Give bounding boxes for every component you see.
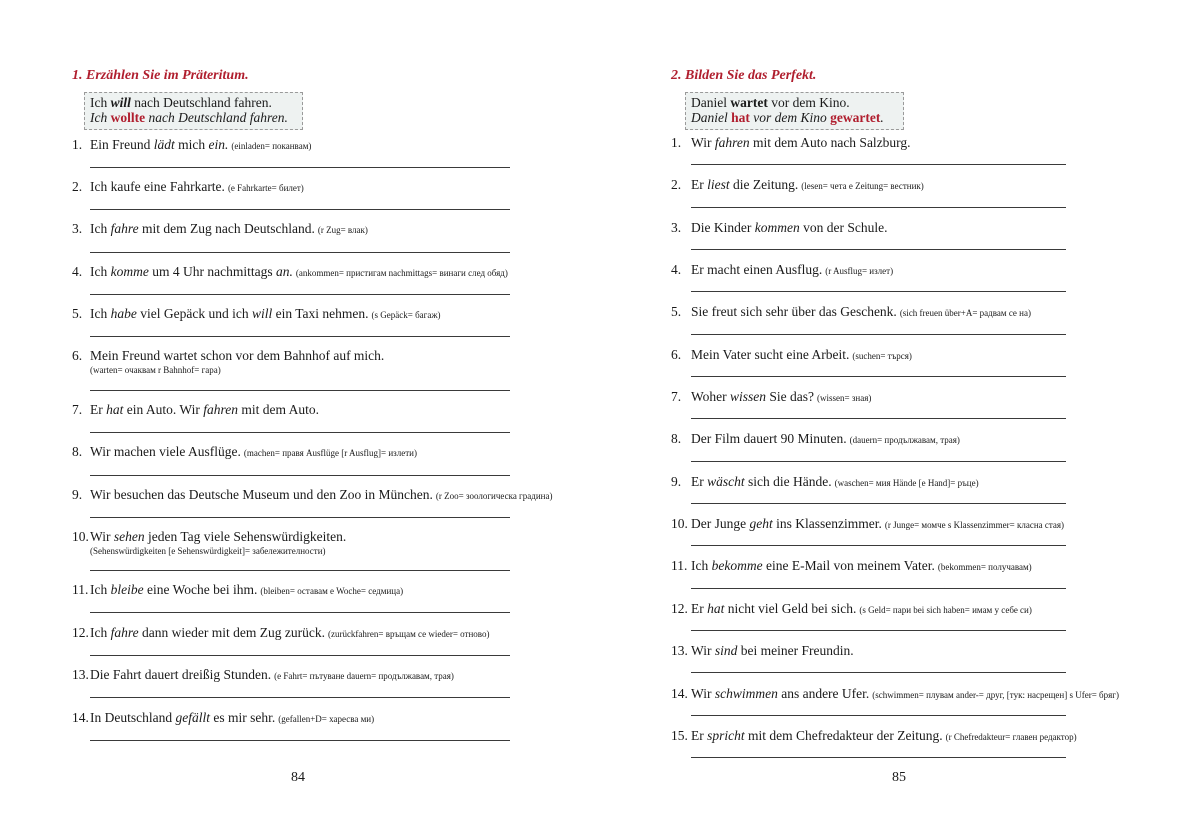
item-sentence: Ich fahre dann wieder mit dem Zug zurück. (zurückfahren= връщам се wieder= отново) [90, 625, 490, 640]
item-sentence: Er spricht mit dem Chefredakteur der Zeitung. (r Chefredakteur= главен редактор) [691, 728, 1077, 743]
item-number: 11. [72, 582, 89, 597]
item-gloss: (Sehenswürdigkeiten [e Sehenswürdigkeit]= забележителности) [90, 546, 326, 556]
item-sentence: Ich komme um 4 Uhr nachmittags an. (ankommen= пристигам nachmittags= винаги след обяд) [90, 264, 508, 279]
answer-line[interactable] [90, 390, 510, 391]
item-gloss: (r Ausflug= излет) [825, 266, 894, 276]
item-number: 5. [671, 304, 682, 319]
item-sentence: Wir sind bei meiner Freundin. [691, 643, 854, 658]
item-number: 9. [671, 474, 682, 489]
item-gloss: (e Fahrt= пътуване dauern= продължавам, трая) [274, 671, 454, 681]
item-sentence: Ich habe viel Gepäck und ich will ein Taxi nehmen. (s Gepäck= багаж) [90, 306, 441, 321]
item-number: 4. [671, 262, 682, 277]
answer-line[interactable] [90, 209, 510, 210]
item-number: 11. [671, 558, 688, 573]
item-gloss: (suchen= търся) [852, 351, 912, 361]
item-sentence: Er liest die Zeitung. (lesen= чета e Zeitung= вестник) [691, 177, 924, 192]
item-number: 6. [72, 348, 83, 363]
exercise-2-heading: 2. Bilden Sie das Perfekt. [671, 68, 817, 83]
item-number: 10. [671, 516, 688, 531]
item-number: 15. [671, 728, 688, 743]
answer-line[interactable] [90, 294, 510, 295]
answer-line[interactable] [691, 757, 1066, 758]
item-number: 3. [671, 220, 682, 235]
answer-line[interactable] [691, 630, 1066, 631]
answer-line[interactable] [691, 249, 1066, 250]
item-sentence: Ich bekomme eine E-Mail von meinem Vater. (bekommen= получавам) [691, 558, 1032, 573]
example-line-1: Daniel wartet vor dem Kino. [691, 95, 850, 110]
item-number: 13. [72, 667, 89, 682]
item-sentence: Der Junge geht ins Klassenzimmer. (r Junge= момче s Klassenzimmer= класна стая) [691, 516, 1065, 531]
item-sentence: Ich kaufe eine Fahrkarte. (e Fahrkarte= билет) [90, 179, 304, 194]
item-gloss: (zurückfahren= връщам се wieder= отново) [327, 629, 490, 639]
item-number: 10. [72, 529, 89, 544]
answer-line[interactable] [691, 334, 1066, 335]
exercise-2-example-box [685, 92, 904, 130]
answer-line[interactable] [691, 376, 1066, 377]
item-number: 5. [72, 306, 83, 321]
item-gloss: (r Junge= момче s Klassenzimmer= класна стая) [884, 520, 1065, 530]
item-sentence: Er hat nicht viel Geld bei sich. (s Geld= пари bei sich haben= имам у себе си) [691, 601, 1032, 616]
answer-line[interactable] [90, 655, 510, 656]
item-gloss: (r Zug= влак) [317, 225, 368, 235]
item-sentence: Wir machen viele Ausflüge. (machen= правя Ausflüge [r Ausflug]= излети) [90, 444, 417, 459]
example-line-1: Ich will nach Deutschland fahren. [90, 95, 272, 110]
item-number: 8. [671, 431, 682, 446]
item-gloss: (machen= правя Ausflüge [r Ausflug]= излети) [243, 448, 417, 458]
item-gloss: (schwimmen= плувам ander-= друг, [тук: насрещен] s Ufer= бряг) [872, 690, 1119, 700]
answer-line[interactable] [691, 503, 1066, 504]
item-number: 8. [72, 444, 83, 459]
item-number: 2. [671, 177, 682, 192]
answer-line[interactable] [691, 545, 1066, 546]
item-number: 7. [72, 402, 83, 417]
exercise-1-heading: 1. Erzählen Sie im Präteritum. [72, 68, 249, 83]
item-gloss: (warten= очаквам r Bahnhof= гара) [90, 365, 221, 375]
item-sentence: Wir besuchen das Deutsche Museum und den Zoo in München. (r Zoo= зоологическа градина) [90, 487, 553, 502]
item-gloss: (waschen= мия Hände [e Hand]= ръце) [834, 478, 979, 488]
item-sentence: Ich fahre mit dem Zug nach Deutschland. (r Zug= влак) [90, 221, 368, 236]
item-gloss: (bleiben= оставам e Woche= седмица) [260, 586, 404, 596]
item-gloss: (e Fahrkarte= билет) [227, 183, 304, 193]
item-sentence: Der Film dauert 90 Minuten. (dauern= продължавам, трая) [691, 431, 960, 446]
answer-line[interactable] [691, 461, 1066, 462]
example-line-2: Ich wollte nach Deutschland fahren. [90, 110, 288, 125]
answer-line[interactable] [90, 432, 510, 433]
item-gloss: (einladen= поканвам) [231, 141, 312, 151]
page-number: 85 [892, 770, 906, 785]
item-gloss: (ankommen= пристигам nachmittags= винаги след обяд) [295, 268, 508, 278]
example-line-2: Daniel hat vor dem Kino gewartet. [691, 110, 884, 125]
answer-line[interactable] [691, 291, 1066, 292]
exercise-1-example-box [84, 92, 303, 130]
item-sentence: Er wäscht sich die Hände. (waschen= мия Hände [e Hand]= ръце) [691, 474, 979, 489]
item-gloss: (r Chefredakteur= главен редактор) [945, 732, 1077, 742]
item-gloss: (lesen= чета e Zeitung= вестник) [801, 181, 924, 191]
answer-line[interactable] [691, 207, 1066, 208]
item-number: 14. [671, 686, 688, 701]
item-gloss: (wissen= зная) [817, 393, 872, 403]
answer-line[interactable] [691, 164, 1066, 165]
answer-line[interactable] [90, 697, 510, 698]
item-gloss: (s Gepäck= багаж) [371, 310, 441, 320]
item-sentence: Er macht einen Ausflug. (r Ausflug= излет) [691, 262, 894, 277]
item-gloss: (dauern= продължавам, трая) [849, 435, 960, 445]
item-sentence: Die Fahrt dauert dreißig Stunden. (e Fahrt= пътуване dauern= продължавам, трая) [90, 667, 454, 682]
item-sentence: Die Kinder kommen von der Schule. [691, 220, 888, 235]
item-gloss: (sich freuen über+A= радвам се на) [899, 308, 1031, 318]
item-sentence: Wir fahren mit dem Auto nach Salzburg. [691, 135, 911, 150]
item-number: 13. [671, 643, 688, 658]
item-sentence: Mein Freund wartet schon vor dem Bahnhof auf mich. [90, 348, 385, 363]
item-sentence: Ich bleibe eine Woche bei ihm. (bleiben= оставам e Woche= седмица) [90, 582, 404, 597]
answer-line[interactable] [90, 167, 510, 168]
answer-line[interactable] [691, 588, 1066, 589]
item-sentence: Wir sehen jeden Tag viele Sehenswürdigkeiten. [90, 529, 347, 544]
item-sentence: Ein Freund lädt mich ein. (einladen= поканвам) [90, 137, 312, 152]
right-page [600, 0, 1200, 829]
item-sentence: Er hat ein Auto. Wir fahren mit dem Auto. [90, 402, 319, 417]
item-number: 1. [72, 137, 83, 152]
item-sentence: Mein Vater sucht eine Arbeit. (suchen= търся) [691, 347, 912, 362]
answer-line[interactable] [90, 740, 510, 741]
item-sentence: Sie freut sich sehr über das Geschenk. (sich freuen über+A= радвам се на) [691, 304, 1031, 319]
item-number: 14. [72, 710, 89, 725]
answer-line[interactable] [90, 517, 510, 518]
answer-line[interactable] [90, 612, 510, 613]
item-gloss: (gefallen+D= харесва ми) [278, 714, 375, 724]
item-gloss: (r Zoo= зоологическа градина) [435, 491, 553, 501]
item-number: 12. [671, 601, 688, 616]
answer-line[interactable] [691, 672, 1066, 673]
item-sentence: Woher wissen Sie das? (wissen= зная) [691, 389, 872, 404]
page-number: 84 [291, 770, 305, 785]
item-gloss: (s Geld= пари bei sich haben= имам у себе си) [859, 605, 1032, 615]
item-number: 2. [72, 179, 83, 194]
item-number: 1. [671, 135, 682, 150]
answer-line[interactable] [90, 475, 510, 476]
item-number: 12. [72, 625, 89, 640]
item-sentence: Wir schwimmen ans andere Ufer. (schwimmen= плувам ander-= друг, [тук: насрещен] s Ufer= бряг) [691, 686, 1119, 701]
item-sentence: In Deutschland gefällt es mir sehr. (gefallen+D= харесва ми) [90, 710, 375, 725]
item-number: 6. [671, 347, 682, 362]
item-gloss: (bekommen= получавам) [937, 562, 1032, 572]
answer-line[interactable] [691, 715, 1066, 716]
item-number: 9. [72, 487, 83, 502]
item-number: 3. [72, 221, 83, 236]
item-number: 4. [72, 264, 83, 279]
answer-line[interactable] [90, 252, 510, 253]
answer-line[interactable] [90, 336, 510, 337]
item-number: 7. [671, 389, 682, 404]
answer-line[interactable] [691, 418, 1066, 419]
answer-line[interactable] [90, 570, 510, 571]
